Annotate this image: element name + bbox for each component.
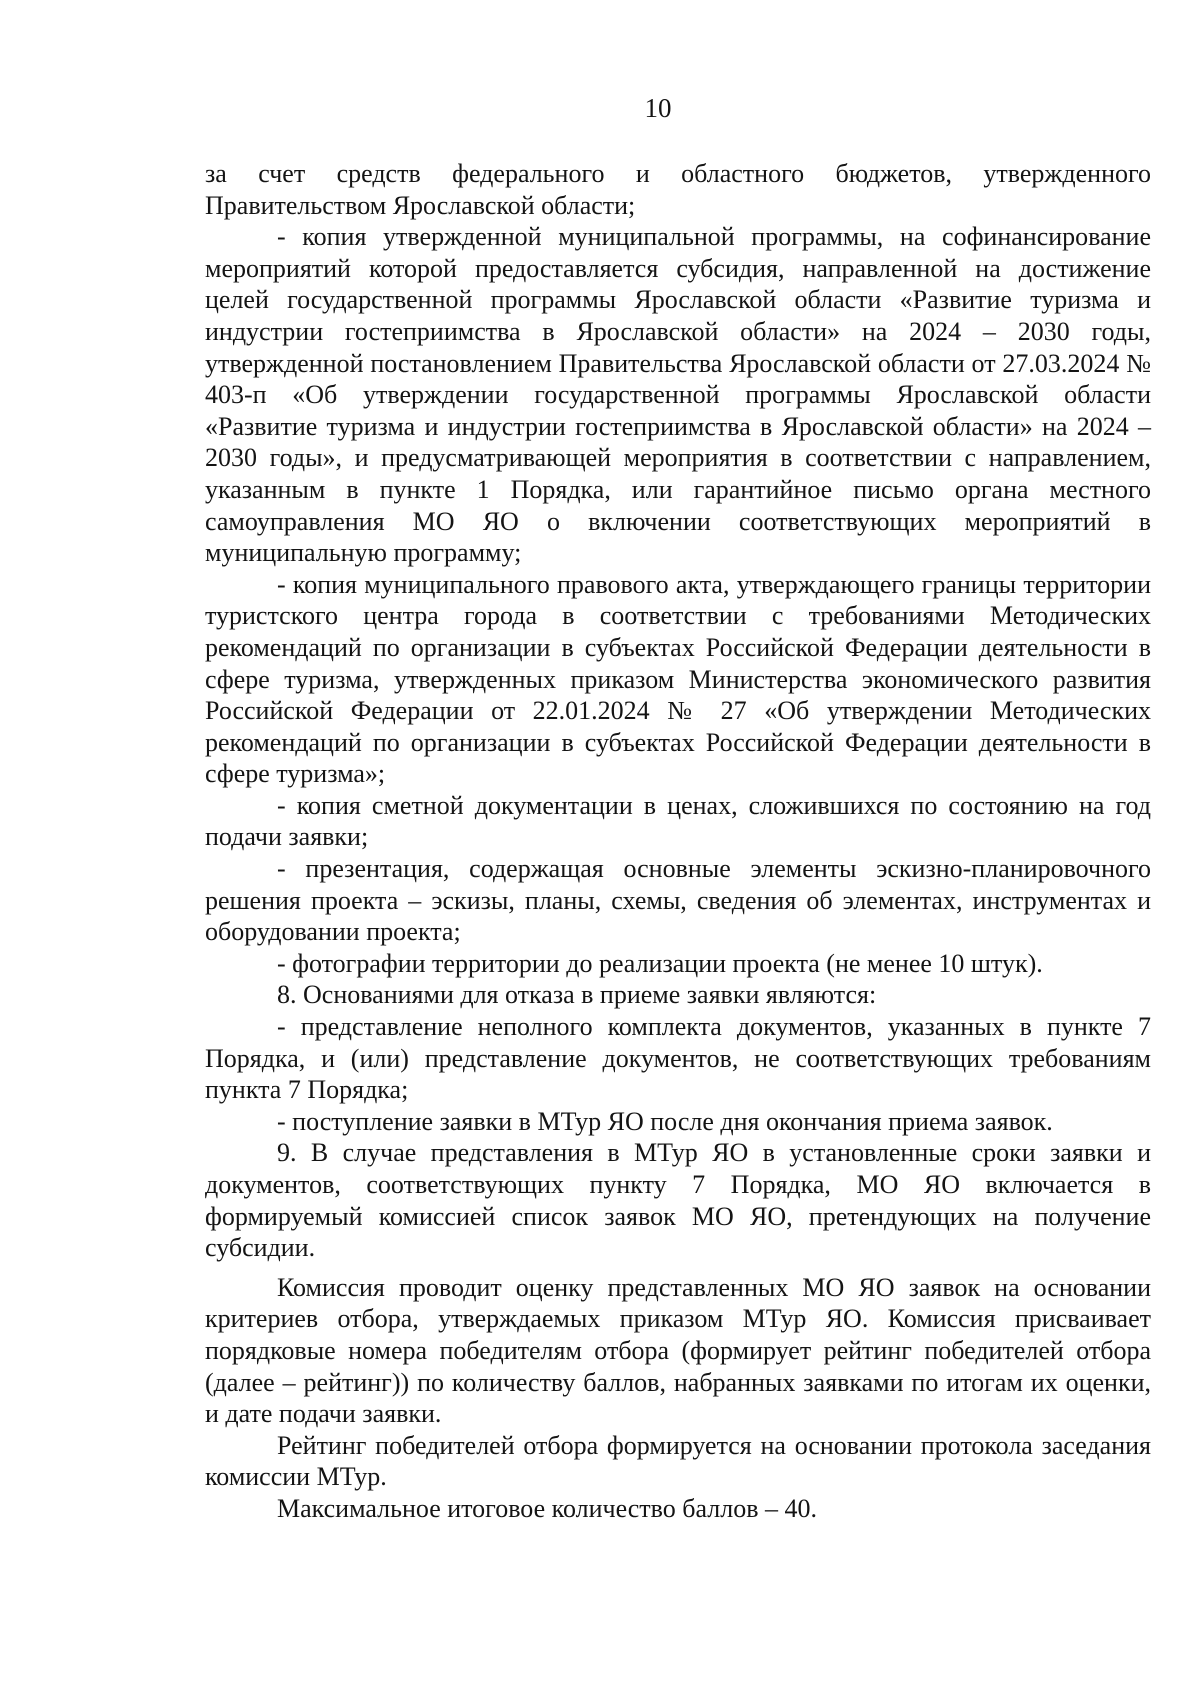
- paragraph-rating-formation: Рейтинг победителей отбора формируется на основании протокола заседания комиссии МТур.: [205, 1430, 1151, 1492]
- paragraph-max-score: Максимальное итоговое количество баллов – 40.: [277, 1493, 817, 1523]
- paragraph-municipal-program-copy: - копия утвержденной муниципальной программы, на софинансирование мероприятий которой предоставляется субсидия, направленной на достижение целей государственной программы Ярославской области «Развитие туризма и индустрии гостеприимства в Ярославской области» на 2024 – 2030 годы, утвержденной постановлением Правительства Ярославской области от 27.03.2024 № 403-п «Об утверждении государственной программы Ярославской области «Развитие туризма и индустрии гостеприимства в Ярославской области» на 2024 – 2030 годы», и предусматривающей мероприятия в соответствии с направлением, указанным в пункте 1 Порядка, или гарантийное письмо органа местного самоуправления МО ЯО о включении соответствующих мероприятий в муниципальную программу;: [205, 222, 1151, 568]
- page-number: 10: [644, 93, 672, 123]
- paragraph-commission-evaluation: Комиссия проводит оценку представленных МО ЯО заявок на основании критериев отбора, утверждаемых приказом МТур ЯО. Комиссия присваивает порядковые номера победителям отбора (формирует рейтинг победителей отбора (далее – рейтинг)) по количеству баллов, набранных заявками по итогам их оценки, и дате подачи заявки.: [205, 1272, 1151, 1429]
- paragraph-late-submission: - поступление заявки в МТур ЯО после дня окончания приема заявок.: [277, 1106, 1053, 1136]
- paragraph-incomplete-documents: - представление неполного комплекта документов, указанных в пункте 7 Порядка, и (или) представление документов, не соответствующих требованиям пункта 7 Порядка;: [205, 1012, 1151, 1105]
- paragraph-item-8-heading: 8. Основаниями для отказа в приеме заявки являются:: [277, 980, 877, 1010]
- paragraph-item-9: 9. В случае представления в МТур ЯО в установленные сроки заявки и документов, соответствующих пункту 7 Порядка, МО ЯО включается в формируемый комиссией список заявок МО ЯО, претендующих на получение субсидии.: [205, 1138, 1151, 1263]
- paragraph-estimate-copy: - копия сметной документации в ценах, сложившихся по состоянию на год подачи заявки;: [205, 790, 1151, 852]
- paragraph-photos: - фотографии территории до реализации проекта (не менее 10 штук).: [277, 948, 1043, 978]
- paragraph-legal-act-copy: - копия муниципального правового акта, утверждающего границы территории туристского центра города в соответствии с требованиями Методических рекомендаций по организации в субъектах Российской Федерации деятельности в сфере туризма, утвержденных приказом Министерства экономического развития Российской Федерации от 22.01.2024 № 27 «Об утверждении Методических рекомендаций по организации в субъектах Российской Федерации деятельности в сфере туризма»;: [205, 569, 1151, 789]
- paragraph-presentation: - презентация, содержащая основные элементы эскизно-планировочного решения проекта – эскизы, планы, схемы, сведения об элементах, инструментах и оборудовании проекта;: [205, 854, 1151, 947]
- paragraph-budget-continuation: за счет средств федерального и областного бюджетов, утвержденного Правительством Ярославской области;: [205, 159, 1151, 220]
- document-body: [205, 158, 1151, 1525]
